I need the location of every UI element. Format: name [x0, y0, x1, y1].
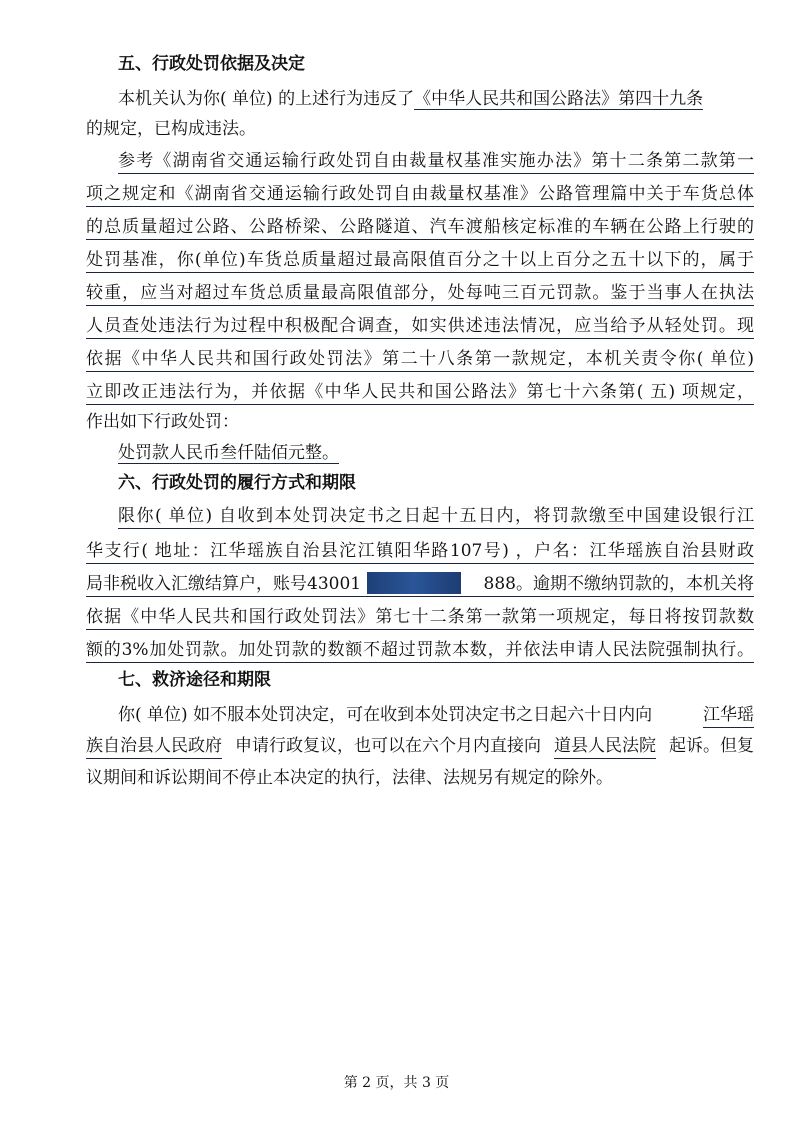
penalty-amount-line	[118, 441, 754, 465]
account-prefix: 局非税收入汇缴结算户，账号43001	[86, 572, 463, 596]
section5-heading: 五、行政处罚依据及决定	[118, 54, 305, 74]
redacted-account-number	[367, 572, 461, 594]
section5-p2-line3: 的总质量超过公路、公路桥梁、公路隧道、汽车渡船核定标准的车辆在公路上行驶的	[86, 215, 754, 240]
section5-p2-line6: 人员查处违法行为过程中积极配合调查，如实供述违法情况，应当给予从轻处罚。现	[86, 314, 754, 339]
section5-p2-line2: 项之规定和《湖南省交通运输行政处罚自由裁量权基准》公路管理篇中关于车货总体	[86, 182, 754, 207]
section6-heading: 六、行政处罚的履行方式和期限	[118, 473, 356, 493]
page-number: 第 2 页，共 3 页	[343, 1075, 450, 1091]
section6-line5: 额的3%加处罚款。加处罚款的数额不超过罚款本数，并依法申请人民法院强制执行。	[86, 638, 754, 663]
section5-p2-line8: 立即改正违法行为，并依据《中华人民共和国公路法》第七十六条第( 五) 项规定，	[86, 380, 754, 405]
section6-line3	[86, 572, 754, 597]
section5-p1-line1	[118, 87, 754, 111]
review-text: 申请行政复议，也可以在六个月内直接向	[235, 736, 541, 756]
section5-p2-line7: 依据《中华人民共和国行政处罚法》第二十八条第一款规定，本机关责令你( 单位)	[86, 347, 754, 372]
section7-line1	[118, 703, 754, 728]
penalty-amount: 处罚款人民币叁仟陆佰元整。	[118, 443, 339, 463]
section5-p2-line9: 作出如下行政处罚：	[86, 412, 239, 432]
section5-p2-line1: 参考《湖南省交通运输行政处罚自由裁量权基准实施办法》第十二条第二款第一	[118, 149, 754, 174]
account-suffix: 888。逾期不缴纳罚款的，本机关将	[483, 574, 754, 594]
section7-text: 你( 单位) 如不服本处罚决定，可在收到本处罚决定书之日起六十日内向	[118, 705, 653, 725]
county-government: 江华瑶	[703, 703, 754, 728]
section6-line2: 华支行( 地址：江华瑶族自治县沱江镇阳华路107号) ，户名：江华瑶族自治县财政	[86, 539, 754, 564]
section5-p1-line2: 的规定，已构成违法。	[86, 119, 256, 139]
section7-heading: 七、救济途径和期限	[118, 670, 271, 690]
section7-line2	[86, 734, 754, 759]
section5-p2-line5: 较重，应当对超过车货总质量最高限值部分，处每吨三百元罚款。鉴于当事人在执法	[86, 281, 754, 306]
section5-p2-line4: 处罚基准，你(单位)车货总质量超过最高限值百分之十以上百分之五十以下的，属于	[86, 248, 754, 273]
section5-p1-text: 本机关认为你( 单位) 的上述行为违反了	[118, 89, 415, 109]
section6-line1: 限你( 单位) 自收到本处罚决定书之日起十五日内，将罚款缴至中国建设银行江	[118, 504, 754, 529]
highway-law-article-49: 《中华人民共和国公路法》第四十九条	[414, 89, 704, 109]
section7-line3: 议期间和诉讼期间不停止本决定的执行，法律、法规另有规定的除外。	[86, 768, 613, 788]
section6-line4: 依据《中华人民共和国行政处罚法》第七十二条第一款第一项规定，每日将按罚款数	[86, 605, 754, 630]
lawsuit-text: 起诉。但复	[669, 736, 754, 756]
county-court: 道县人民法院	[554, 734, 656, 759]
county-government-cont: 族自治县人民政府	[86, 734, 222, 759]
